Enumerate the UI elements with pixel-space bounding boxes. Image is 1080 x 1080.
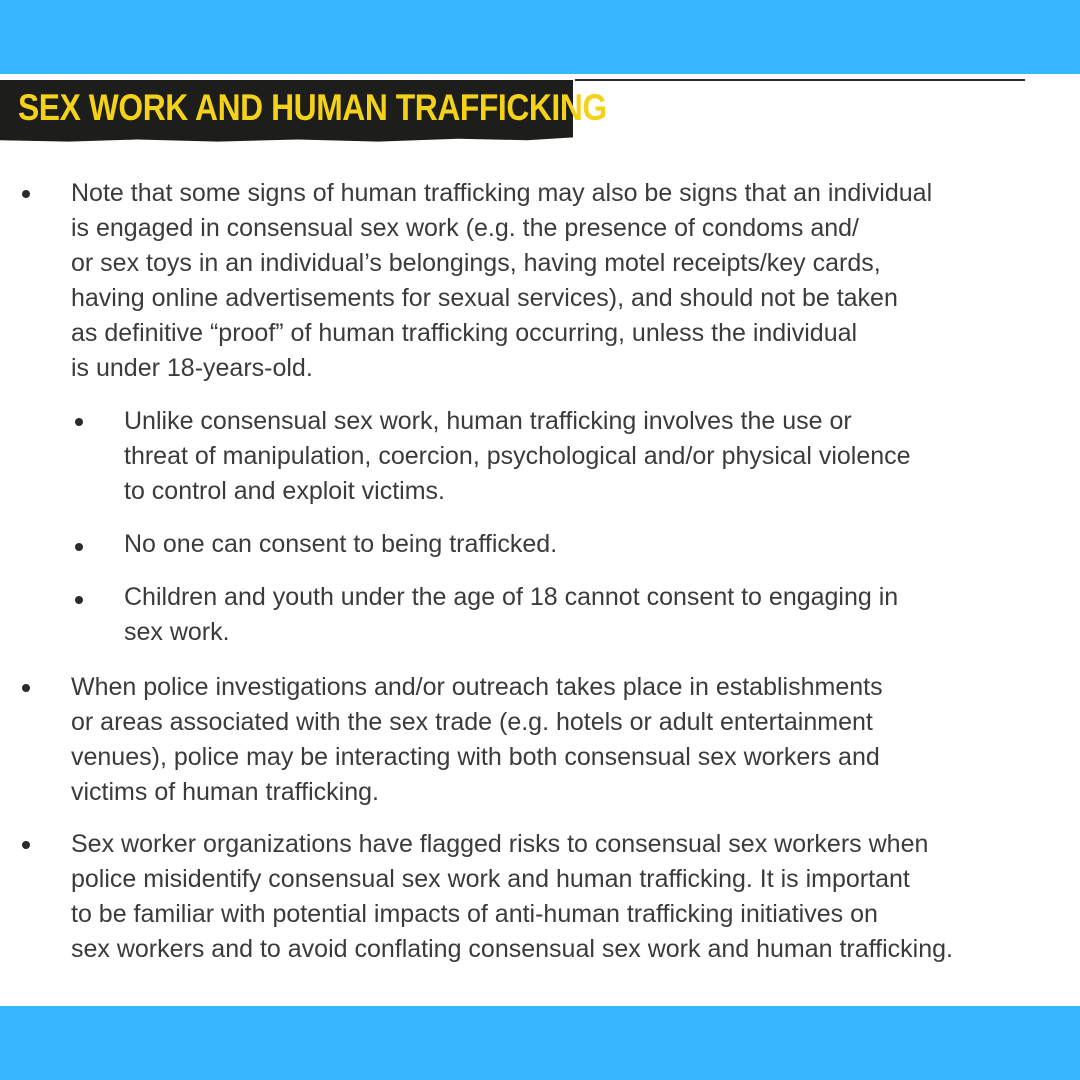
text-line: to be familiar with potential impacts of anti-human trafficking initiatives on	[71, 900, 878, 928]
sub-bullet-paragraph-1	[124, 404, 911, 509]
sub-bullet-icon	[75, 543, 83, 551]
sub-bullet-icon	[75, 418, 83, 426]
bullet-icon	[22, 841, 30, 849]
text-line: having online advertisements for sexual services), and should not be taken	[71, 284, 898, 312]
text-line: as definitive “proof” of human trafficking occurring, unless the individual	[71, 319, 858, 347]
text-line: victims of human trafficking.	[71, 778, 379, 806]
text-line: or sex toys in an individual’s belongings, having motel receipts/key cards,	[71, 249, 881, 277]
bullet-icon	[22, 684, 30, 692]
sub-bullet-icon	[75, 596, 83, 604]
text-line: police misidentify consensual sex work and human trafficking. It is important	[71, 865, 910, 893]
text-line: Note that some signs of human trafficking may also be signs that an individual	[71, 179, 933, 207]
text-line: Children and youth under the age of 18 cannot consent to engaging in	[124, 583, 899, 611]
sub-bullet-paragraph-3	[124, 580, 898, 650]
bullet-paragraph-1	[71, 176, 932, 386]
text-line: sex work.	[124, 618, 230, 646]
text-line: sex workers and to avoid conflating consensual sex work and human trafficking.	[71, 935, 953, 963]
bottom-blue-band	[0, 1006, 1080, 1080]
text-line: When police investigations and/or outreach takes place in establishments	[71, 673, 883, 701]
bullet-paragraph-2	[71, 670, 883, 810]
sub-bullet-paragraph-2	[124, 527, 557, 562]
section-title: SEX WORK AND HUMAN TRAFFICKING	[18, 87, 607, 128]
text-line: to control and exploit victims.	[124, 477, 445, 505]
text-line: is engaged in consensual sex work (e.g. the presence of condoms and/	[71, 214, 859, 242]
text-line: Unlike consensual sex work, human trafficking involves the use or	[124, 407, 852, 435]
text-line: venues), police may be interacting with both consensual sex workers and	[71, 743, 880, 771]
bullet-icon	[22, 190, 30, 198]
text-line: is under 18-years-old.	[71, 354, 313, 382]
text-line: threat of manipulation, coercion, psychological and/or physical violence	[124, 442, 911, 470]
header-rule	[575, 79, 1025, 81]
document-page	[0, 74, 1080, 1006]
text-line: or areas associated with the sex trade (e.g. hotels or adult entertainment	[71, 708, 873, 736]
text-line: Sex worker organizations have flagged risks to consensual sex workers when	[71, 830, 929, 858]
top-blue-band	[0, 0, 1080, 74]
text-line: No one can consent to being trafficked.	[124, 530, 558, 558]
bullet-paragraph-3	[71, 827, 953, 967]
